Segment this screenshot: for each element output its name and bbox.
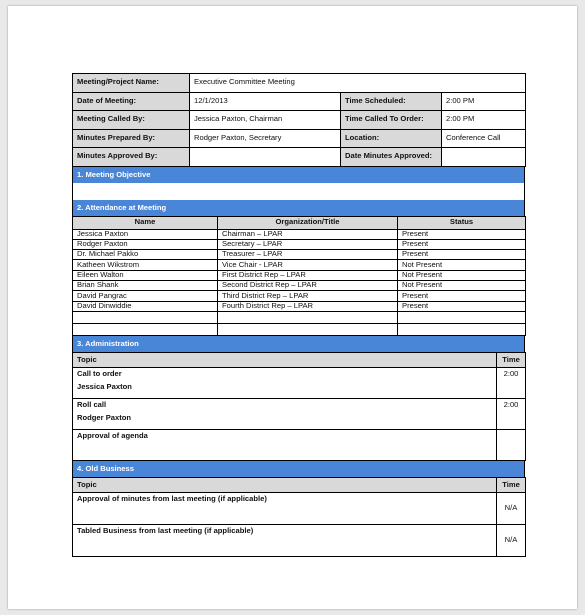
agenda-item-detail: [77, 445, 492, 458]
agenda-item-time[interactable]: [497, 429, 526, 460]
column-header-time: Time: [497, 352, 526, 367]
table-row: [73, 229, 526, 239]
attendee-status[interactable]: Present: [398, 301, 526, 311]
document-page: [8, 6, 577, 609]
agenda-item-time[interactable]: 2:00: [497, 398, 526, 429]
attendee-organization[interactable]: [218, 311, 398, 323]
administration-header-row: [73, 352, 526, 367]
attendee-status[interactable]: [398, 311, 526, 323]
table-row: [73, 301, 526, 311]
agenda-item-time[interactable]: N/A: [497, 492, 526, 524]
attendee-name[interactable]: David Pangrac: [73, 291, 218, 301]
info-row: [73, 148, 526, 167]
attendee-status[interactable]: Present: [398, 239, 526, 249]
attendee-name[interactable]: Jessica Paxton: [73, 229, 218, 239]
agenda-item[interactable]: [73, 367, 497, 398]
agenda-item-topic: Approval of agenda: [77, 430, 148, 440]
attendee-name[interactable]: Brian Shank: [73, 280, 218, 290]
section-header-attendance: 2. Attendance at Meeting: [72, 200, 525, 216]
attendee-organization[interactable]: [218, 323, 398, 335]
column-header-status: Status: [398, 216, 526, 229]
time-called-to-order-label: Time Called To Order:: [341, 111, 442, 130]
attendee-organization[interactable]: Treasurer – LPAR: [218, 250, 398, 260]
meeting-called-by-value[interactable]: Jessica Paxton, Chairman: [190, 111, 341, 130]
attendee-name[interactable]: [73, 323, 218, 335]
attendee-name[interactable]: David Dinwiddie: [73, 301, 218, 311]
meeting-objective-content[interactable]: [72, 183, 525, 200]
attendee-organization[interactable]: Fourth District Rep – LPAR: [218, 301, 398, 311]
table-row: [73, 367, 526, 398]
meeting-project-name-label: Meeting/Project Name:: [73, 74, 190, 93]
agenda-item-time[interactable]: 2:00: [497, 367, 526, 398]
column-header-organization: Organization/Title: [218, 216, 398, 229]
attendee-name[interactable]: Dr. Michael Pakko: [73, 250, 218, 260]
minutes-prepared-by-value[interactable]: Rodger Paxton, Secretary: [190, 129, 341, 148]
table-row: [73, 398, 526, 429]
attendee-status[interactable]: Not Present: [398, 280, 526, 290]
attendee-name[interactable]: [73, 311, 218, 323]
info-row: [73, 129, 526, 148]
agenda-item-time[interactable]: N/A: [497, 524, 526, 556]
attendee-name[interactable]: Rodger Paxton: [73, 239, 218, 249]
date-minutes-approved-value[interactable]: [442, 148, 526, 167]
table-row: [73, 291, 526, 301]
attendee-status[interactable]: Present: [398, 291, 526, 301]
attendee-name[interactable]: Katheen Wikstrom: [73, 260, 218, 270]
administration-table: [72, 352, 526, 461]
column-header-topic: Topic: [73, 477, 497, 492]
attendee-organization[interactable]: First District Rep – LPAR: [218, 270, 398, 280]
column-header-name: Name: [73, 216, 218, 229]
time-scheduled-value[interactable]: 2:00 PM: [442, 92, 526, 111]
minutes-approved-by-label: Minutes Approved By:: [73, 148, 190, 167]
info-row: [73, 74, 526, 93]
section-header-meeting-objective: 1. Meeting Objective: [72, 167, 525, 183]
section-header-administration: 3. Administration: [72, 336, 525, 352]
info-row: [73, 92, 526, 111]
location-label: Location:: [341, 129, 442, 148]
attendee-status[interactable]: Present: [398, 250, 526, 260]
attendee-status[interactable]: Present: [398, 229, 526, 239]
attendee-status[interactable]: [398, 323, 526, 335]
attendee-status[interactable]: Not Present: [398, 270, 526, 280]
section-header-old-business: 4. Old Business: [72, 461, 525, 477]
attendee-name[interactable]: Eileen Walton: [73, 270, 218, 280]
agenda-item-detail: Jessica Paxton: [77, 381, 132, 391]
attendee-organization[interactable]: Chairman – LPAR: [218, 229, 398, 239]
agenda-item-detail: Rodger Paxton: [77, 412, 132, 422]
table-row: [73, 260, 526, 270]
date-of-meeting-value[interactable]: 12/1/2013: [190, 92, 341, 111]
attendee-organization[interactable]: Second District Rep – LPAR: [218, 280, 398, 290]
agenda-item[interactable]: [73, 429, 497, 460]
date-minutes-approved-label: Date Minutes Approved:: [341, 148, 442, 167]
attendance-header-row: [73, 216, 526, 229]
agenda-item[interactable]: [73, 398, 497, 429]
table-row: [73, 239, 526, 249]
minutes-prepared-by-label: Minutes Prepared By:: [73, 129, 190, 148]
attendee-organization[interactable]: Third District Rep – LPAR: [218, 291, 398, 301]
table-row: [73, 270, 526, 280]
agenda-item-topic: Call to order: [77, 368, 122, 378]
attendance-table: [72, 216, 526, 336]
time-called-to-order-value[interactable]: 2:00 PM: [442, 111, 526, 130]
attendee-organization[interactable]: Vice Chair - LPAR: [218, 260, 398, 270]
meeting-info-table: [72, 73, 526, 167]
attendee-organization[interactable]: Secretary – LPAR: [218, 239, 398, 249]
meeting-minutes-form: [72, 73, 525, 557]
location-value[interactable]: Conference Call: [442, 129, 526, 148]
meeting-project-name-value[interactable]: Executive Committee Meeting: [190, 74, 526, 93]
old-business-table: [72, 477, 526, 557]
old-business-header-row: [73, 477, 526, 492]
table-row: [73, 492, 526, 524]
table-row: [73, 311, 526, 323]
table-row: [73, 429, 526, 460]
meeting-called-by-label: Meeting Called By:: [73, 111, 190, 130]
attendee-status[interactable]: Not Present: [398, 260, 526, 270]
agenda-item-topic[interactable]: Approval of minutes from last meeting (if applicable): [73, 492, 497, 524]
table-row: [73, 280, 526, 290]
agenda-item-topic[interactable]: Tabled Business from last meeting (if applicable): [73, 524, 497, 556]
agenda-item-topic: Roll call: [77, 399, 107, 409]
table-row: [73, 250, 526, 260]
column-header-time: Time: [497, 477, 526, 492]
table-row: [73, 323, 526, 335]
info-row: [73, 111, 526, 130]
minutes-approved-by-value[interactable]: [190, 148, 341, 167]
time-scheduled-label: Time Scheduled:: [341, 92, 442, 111]
date-of-meeting-label: Date of Meeting:: [73, 92, 190, 111]
table-row: [73, 524, 526, 556]
column-header-topic: Topic: [73, 352, 497, 367]
